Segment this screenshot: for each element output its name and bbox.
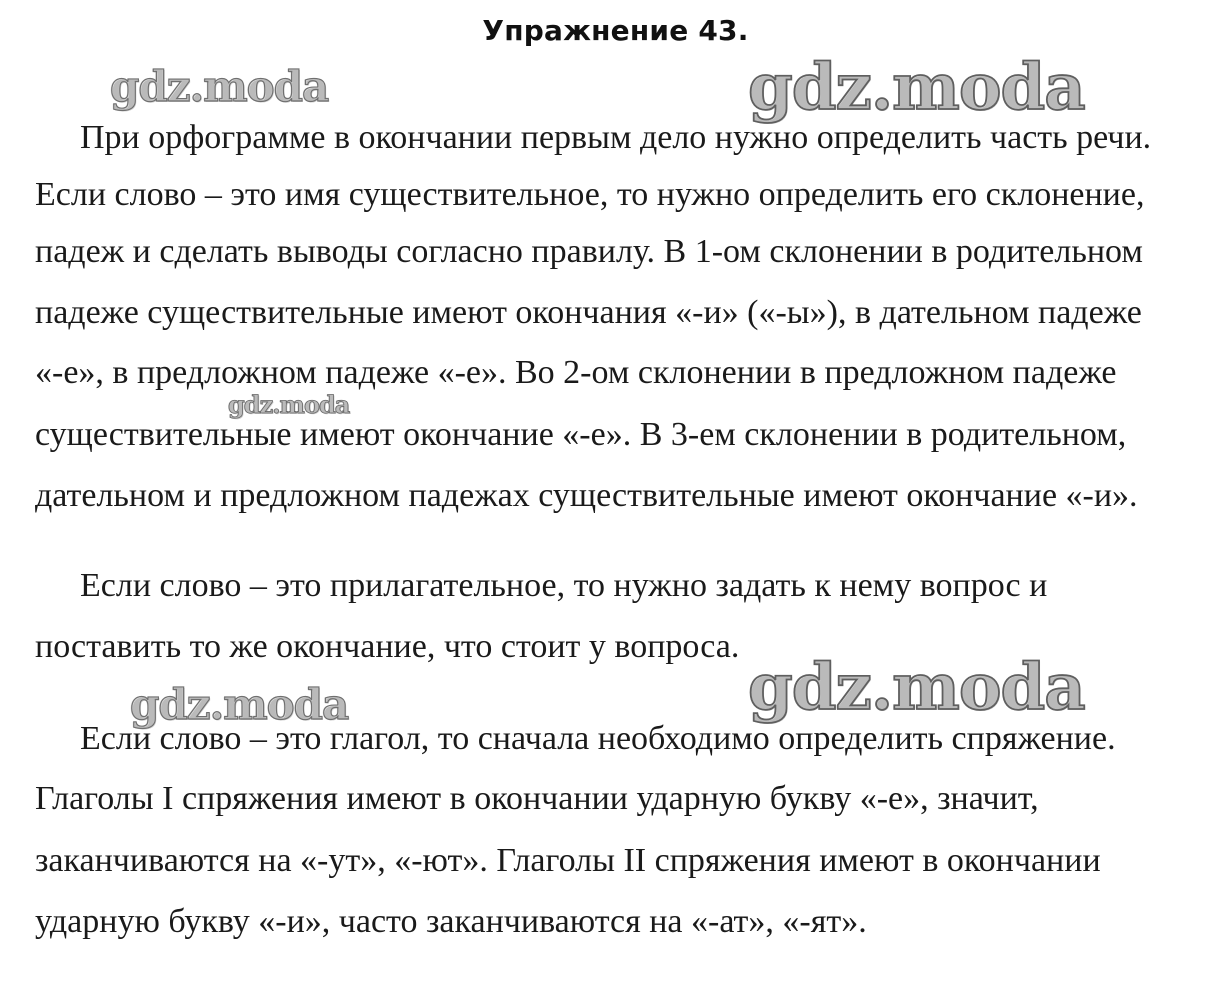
- watermark-logo: gdz.moda: [748, 650, 1085, 725]
- text-line: дательном и предложном падежах существительные имеют окончание «-и».: [35, 477, 1138, 514]
- text-line: падеж и сделать выводы согласно правилу. В 1-ом склонении в родительном: [35, 233, 1143, 270]
- text-line: Если слово – это имя существительное, то нужно определить его склонение,: [35, 176, 1145, 213]
- text-line: поставить то же окончание, что стоит у вопроса.: [35, 628, 740, 665]
- text-line: Глаголы I спряжения имеют в окончании ударную букву «-е», значит,: [35, 780, 1039, 817]
- text-line: Если слово – это прилагательное, то нужно задать к нему вопрос и: [80, 567, 1048, 604]
- watermark-logo: gdz.moda: [748, 50, 1085, 125]
- text-line: При орфограмме в окончании первым дело нужно определить часть речи.: [80, 119, 1152, 156]
- text-line: ударную букву «-и», часто заканчиваются на «-ат», «-ят».: [35, 903, 867, 940]
- text-line: существительные имеют окончание «-е». В 3-ем склонении в родительном,: [35, 416, 1127, 453]
- watermark-logo: gdz.moda: [130, 680, 349, 729]
- watermark-logo: gdz.moda: [110, 62, 329, 111]
- text-line: «-е», в предложном падеже «-е». Во 2-ом склонении в предложном падеже: [35, 354, 1117, 391]
- text-line: заканчиваются на «-ут», «-ют». Глаголы II спряжения имеют в окончании: [35, 842, 1101, 879]
- text-line: Если слово – это глагол, то сначала необходимо определить спряжение.: [80, 720, 1116, 757]
- text-line: падеже существительные имеют окончания «-и» («-ы»), в дательном падеже: [35, 294, 1142, 331]
- exercise-title: Упражнение 43.: [482, 14, 749, 47]
- watermark-logo: gdz.moda: [228, 390, 350, 419]
